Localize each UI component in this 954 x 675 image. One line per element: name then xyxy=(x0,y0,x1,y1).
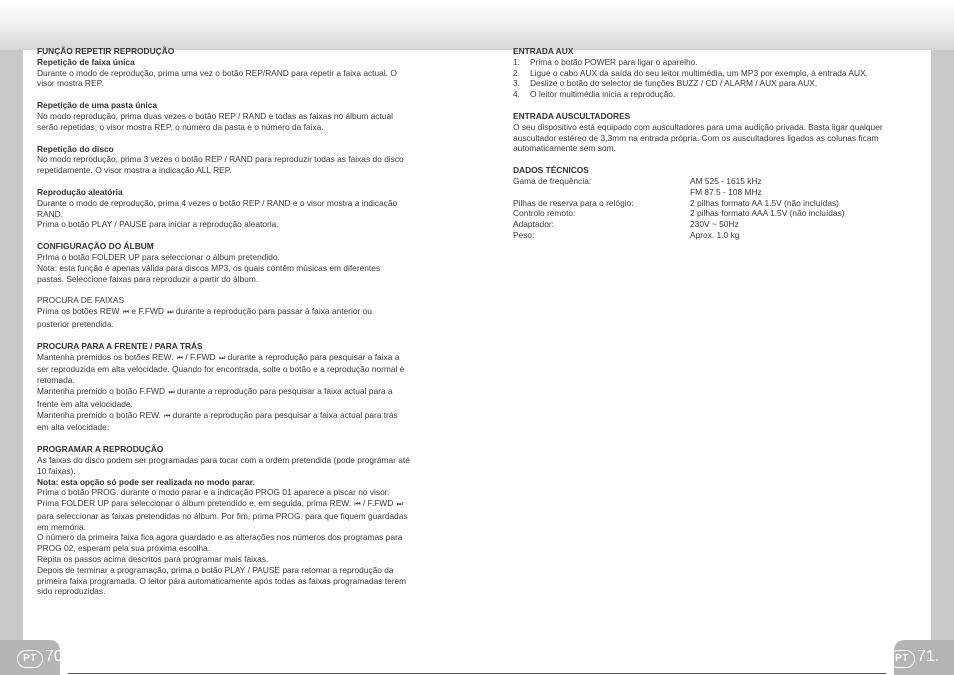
section-heading: PROGRAMAR A REPRODUÇÃO xyxy=(37,444,164,455)
text-line: em memória. xyxy=(37,521,86,532)
section-heading: PROCURA PARA A FRENTE / PARA TRÁS xyxy=(37,340,203,351)
section-title: PROCURA DE FAIXAS xyxy=(37,295,125,306)
text-line: automaticamente sem som. xyxy=(513,143,616,154)
track-search-section xyxy=(37,295,445,329)
text-line: O seu dispositivo está equipado com auscultadores para uma audição privada. Basta ligar qualquer xyxy=(513,121,883,132)
left-side-bar xyxy=(0,50,23,675)
text-line: PrIma o botão FOLDER UP para seleccionar o álbum pretendido. xyxy=(37,251,280,262)
text-line: em alta velocidade. xyxy=(37,422,110,433)
rewind-icon: ⏮ xyxy=(122,309,129,317)
spec-row: Gama de frequência: AM 525 - 1615 kHz xyxy=(513,175,762,186)
text-line: Durante o modo de reprodução, prima 4 vezes o botão REP / RAND e o visor mostra a indicação xyxy=(37,197,398,208)
fast-forward-icon: ⏭ xyxy=(168,388,174,396)
note-line: Nota: esta opção só pode ser realizada no modo parar. xyxy=(37,476,255,487)
text-line: Durante o modo de reprodução, prima uma vez o botão REP/RAND para repetir a faixa actual. O xyxy=(37,67,397,78)
text-line: As faixas do disco podem ser programadas para tocar com a ordem pretendida (pode programar até xyxy=(37,454,410,465)
section-heading: DADOS TÉCNICOS xyxy=(513,165,589,176)
text-line: sido reproduzidas. xyxy=(37,586,106,597)
text-line: para seleccionar as faixas pretendidas no álbum. Por fim, prima PROG. para que fiquem guardadas xyxy=(37,510,408,521)
repeat-section xyxy=(37,46,445,89)
section-heading: CONFIGURAÇÃO DO ÁLBUM xyxy=(37,241,154,252)
spec-row: Controlo remoto: 2 pilhas formato AAA 1.5V (não incluídas) xyxy=(513,208,845,219)
aux-section xyxy=(513,46,915,100)
subheading: Reprodução aleatória xyxy=(37,186,123,197)
spec-row: Pilhas de reserva para o relógio: 2 pilhas formato AA 1.5V (não incluídas) xyxy=(513,197,839,208)
text-line: Prima o botão PROG. durante o modo parar e a indicação PROG 01 aparece a piscar no visor. xyxy=(37,487,390,498)
text-line: Prima o botão PLAY / PAUSE para iniciar a reprodução aleatoria. xyxy=(37,219,279,230)
program-section xyxy=(37,444,445,597)
text-line: Mantenha premido o botão F.FWD ⏭ durante a reprodução para pesquisar a faixa actual para a xyxy=(37,386,445,399)
text-line: 10 faixas). xyxy=(37,465,76,476)
subheading: Repetição de faixa única xyxy=(37,56,135,67)
text-line: visor mostra REP. xyxy=(37,78,104,89)
text-line: serão repetidas; o visor mostra REP, o número da pasta e o número da faixa. xyxy=(37,121,324,132)
text-line: ser reproduzida em alta velocidade. Quando for encontrada, solte o botão e a reprodução normal é xyxy=(37,364,405,375)
text-line: pastas. Seleccione faixas para reproduzir a partir do álbum. xyxy=(37,273,259,284)
text-line: RAND. xyxy=(37,208,64,219)
text-line: Mantenha premidos os botões REW. ⏮ / F.FWD ⏭ durante a reprodução para pesquisar a faixa a xyxy=(37,352,445,365)
section-heading: ENTRADA AUSCULTADORES xyxy=(513,110,631,121)
right-page-content xyxy=(513,46,915,252)
section-heading: ENTRADA AUX xyxy=(513,46,574,56)
language-badge-left: PT xyxy=(17,650,43,668)
text-line: O número da primeira faixa fica agora guardado e as alterações nos números dos programas para xyxy=(37,532,403,543)
bottom-rule xyxy=(68,673,886,674)
list-item: 3. Deslize o botão do selector de funções BUZZ / CD / ALARM / AUX para AUX. xyxy=(513,78,818,89)
text-line: Prima FOLDER UP para seleccionar o álbum pretendido e, em seguida, prima REW. ⏮ / F.FWD ⏭ xyxy=(37,498,445,511)
text-line: Mantenha premido o botão REW. ⏮ durante a reprodução para pesquisar a faixa actual para trás xyxy=(37,410,445,423)
fast-forward-icon: ⏭ xyxy=(396,501,402,509)
left-page-content xyxy=(37,46,445,608)
fast-forward-icon: ⏭ xyxy=(167,309,173,317)
repeat-disc-section xyxy=(37,144,445,176)
subheading: Repetição de uma pasta única xyxy=(37,100,158,111)
random-section xyxy=(37,187,445,230)
text-line: repetidamente. O visor mostra a indicação ALL REP. xyxy=(37,165,232,176)
headphones-section xyxy=(513,111,915,154)
text-line: Depois de terminar a programação, prima o botão PLAY / PAUSE para retomar a reprodução da xyxy=(37,564,394,575)
text-line: No modo reprodução, prima duas vezes o botão REP / RAND e todas as faixas no álbum actual xyxy=(37,110,393,121)
text-line: posterior pretendida. xyxy=(37,318,114,329)
language-badge-right: PT xyxy=(889,650,915,668)
rewind-icon: ⏮ xyxy=(176,354,183,362)
top-header-band xyxy=(0,0,954,50)
text-line: PROG 02, esperam pela sua próxima escolha. xyxy=(37,543,211,554)
text-line: auscultador estéreo de 3,3mm na entrada própria. Com os auscultadores ligados as colunas ficam xyxy=(513,132,879,143)
text-line: Prima os botões REW ⏮ e F.FWD ⏭ durante a reprodução para passar à faixa anterior ou xyxy=(37,306,445,319)
text-line: retomada. xyxy=(37,375,75,386)
text-line: Nota: esta função é apenas válida para discos MP3, os quais contêm músicas em diferentes xyxy=(37,262,381,273)
list-item: 2. Ligue o cabo AUX da saída do seu leitor multimédia, um MP3 por exemplo, à entrada AUX. xyxy=(513,67,868,78)
spec-row: FM 87.5 - 108 MHz xyxy=(690,186,762,197)
right-side-bar xyxy=(931,50,954,675)
rewind-icon: ⏮ xyxy=(354,501,360,509)
page-number-right: 71. xyxy=(917,648,940,665)
list-item: 4. O leitor multimédia inicia a reprodução. xyxy=(513,89,676,100)
text-line: primeira faixa programada. O leitor pára automaticamente após todas as faixas programadas terem xyxy=(37,575,407,586)
list-item: 1. Prima o botão POWER para ligar o aparelho. xyxy=(513,56,698,67)
spec-row: Adaptador: 230V ~ 50Hz xyxy=(513,219,739,230)
spec-row: Peso: Aprox. 1.0 kg xyxy=(513,229,740,240)
album-config-section xyxy=(37,241,445,284)
specs-section xyxy=(513,165,915,241)
text-line: Repita os passos acima descritos para programar mais faixas. xyxy=(37,554,269,565)
section-heading: FUNÇÃO REPETIR REPRODUÇÃO xyxy=(37,46,175,56)
rewind-icon: ⏮ xyxy=(164,412,170,420)
page-number-left: 70. xyxy=(45,648,68,665)
text-line: frente em alta velocidade. xyxy=(37,398,133,409)
repeat-folder-section xyxy=(37,100,445,132)
fast-search-section xyxy=(37,341,445,433)
fast-forward-icon: ⏭ xyxy=(218,354,225,362)
text-line: No modo reprodução, prima 3 vezes o botão REP / RAND para reproduzir todas as faixas do disco xyxy=(37,154,404,165)
aux-steps-list xyxy=(513,57,915,100)
subheading: Repetição do disco xyxy=(37,143,114,154)
